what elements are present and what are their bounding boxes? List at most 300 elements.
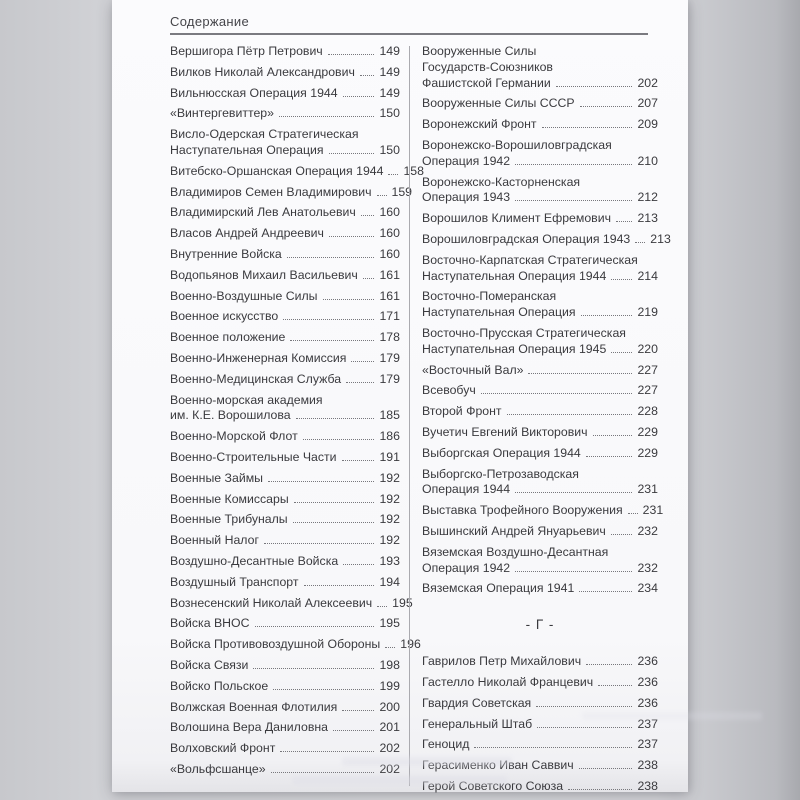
entry-row [422,117,658,133]
entry-title: Владимиров Семен Владимирович [170,184,372,199]
entry-row [170,741,400,757]
entry-title: им. К.Е. Ворошилова [170,408,291,423]
section-header: - Г - [525,617,555,633]
entry-row [170,86,400,102]
toc-entry [422,503,664,519]
entry-row [170,330,400,346]
entry-title: Операция 1943 [422,190,511,205]
entry-title: Военные Займы [170,470,263,485]
entry-title: Геноцид [422,737,470,752]
entry-row [170,658,400,674]
entry-row [422,581,658,597]
dotted-leader [556,86,633,87]
entry-row [422,446,658,462]
entry-row [170,184,413,201]
dotted-leader [279,116,374,117]
page-bleed-through [582,712,762,720]
dotted-leader [294,502,375,503]
entry-page-number: 237 [637,737,658,752]
entry-row [170,429,400,445]
page-bleed-through [292,776,507,785]
toc-entry [170,106,400,122]
entry-row [422,482,658,498]
entry-title: «Вольфсшанце» [170,761,266,776]
dotted-leader [611,352,632,353]
entry-row [422,305,658,321]
toc-entry [170,595,413,612]
entry-row [170,268,400,284]
toc-entry [422,737,658,753]
entry-row [170,575,400,591]
entry-page-number: 192 [379,470,400,485]
entry-title: Вершигора Пётр Петрович [170,44,323,58]
entry-page-number: 160 [379,205,400,220]
entry-title: «Винтергевиттер» [170,106,274,121]
dotted-leader [388,174,398,175]
toc-entry [422,253,658,285]
entry-row [170,471,400,487]
entry-row [170,637,421,653]
entry-page-number: 236 [637,654,658,669]
entry-title: Воздушно-Десантные Войска [170,553,339,568]
entry-page-number: 192 [379,512,400,527]
entry-page-number: 238 [637,778,658,793]
entry-title: Водопьянов Михаил Васильевич [170,267,358,282]
entry-title: Витебско-Оршанская Операция 1944 [170,163,384,178]
entry-page-number: 200 [379,699,400,714]
entry-row [170,492,400,508]
dotted-leader [579,591,632,592]
entry-title: Гастелло Николай Францевич [422,674,594,689]
entry-row [422,561,658,577]
entry-page-number: 231 [642,503,664,518]
entry-row [422,211,658,227]
entry-title-line: Воронежско-Ворошиловградская [422,137,612,152]
entry-page-number: 219 [637,305,658,320]
entry-page-number: 202 [379,741,400,756]
entry-row [422,404,658,420]
entry-page-number: 161 [379,267,400,282]
dotted-leader [377,195,387,196]
dotted-leader [363,278,375,279]
entry-title: Выставка Трофейного Вооружения [422,503,623,518]
toc-entry [170,65,400,81]
entry-row [170,554,400,570]
entry-title: Операция 1942 [422,153,511,168]
entry-row [422,342,658,358]
toc-entry [422,138,658,170]
entry-row [170,65,400,81]
entry-page-number: 227 [637,362,658,377]
dotted-leader [635,242,645,243]
entry-page-number: 201 [379,720,400,735]
dotted-leader [586,456,633,457]
entry-title: Войско Польское [170,678,269,693]
toc-entry [422,383,658,399]
entry-title: Волошина Вера Даниловна [170,720,328,735]
entry-title: Вознесенский Николай Алексеевич [170,595,373,610]
entry-page-number: 210 [637,153,658,168]
entry-title: «Восточный Вал» [422,362,524,377]
dotted-leader [351,361,374,362]
toc-entry [422,467,658,499]
entry-title-line: Восточно-Померанская [422,289,557,304]
dotted-leader [628,513,638,514]
dotted-leader [304,585,375,586]
entry-page-number: 194 [379,574,400,589]
book-page [112,0,688,792]
entry-title-line: Восточно-Карпатская Стратегическая [422,252,638,267]
toc-entry [170,268,400,284]
dotted-leader [580,106,633,107]
dotted-leader [568,789,632,790]
entry-page-number: 179 [379,371,400,386]
toc-column-left [170,44,424,800]
dotted-leader [474,747,632,748]
entry-row [422,96,658,112]
dotted-leader [361,215,375,216]
entry-title: Фашистской Германии [422,75,551,90]
entry-page-number: 195 [392,595,413,610]
entry-row [422,696,658,712]
entry-page-number: 212 [637,190,658,205]
toc-entry [170,86,400,102]
dotted-leader [329,236,375,237]
toc-entry [170,205,400,221]
entry-title: Генеральный Штаб [422,716,533,731]
entry-title: Военное положение [170,330,286,345]
entry-row [422,503,664,519]
dotted-leader [343,96,375,97]
entry-title: Наступательная Операция 1945 [422,341,607,356]
toc-entry [422,404,658,420]
entry-row [170,44,400,60]
entry-title: Герасименко Иван Саввич [422,758,574,773]
toc-entry [422,117,658,133]
dotted-leader [598,685,632,686]
entry-page-number: 236 [637,674,658,689]
entry-page-number: 150 [379,142,400,157]
entry-row [170,595,413,612]
toc-entry [422,425,658,441]
entry-title: Вильнюсская Операция 1944 [170,85,338,100]
entry-title: Военное искусство [170,309,279,324]
entry-title: Внутренние Войска [170,246,282,261]
toc-entry [422,326,658,358]
entry-title-line: Выборгско-Петрозаводская [422,466,579,481]
entry-page-number: 237 [637,716,658,731]
toc-entry [170,533,400,549]
entry-page-number: 179 [379,350,400,365]
entry-row [170,450,400,466]
entry-page-number: 229 [637,424,658,439]
entry-title: Вилков Николай Александрович [170,64,355,79]
entry-title: Войска ВНОС [170,616,250,631]
toc-entry [170,184,413,201]
dotted-leader [290,340,374,341]
entry-row [422,524,658,540]
dotted-leader [611,534,633,535]
dotted-leader [342,460,375,461]
dotted-leader [611,279,632,280]
entry-page-number: 185 [379,408,400,423]
dotted-leader [280,751,374,752]
entry-title: Воронежский Фронт [422,117,537,132]
entry-title: Наступательная Операция 1944 [422,268,607,283]
entry-row [170,143,400,159]
entry-row [422,425,658,441]
toc-entry [170,372,400,388]
entry-page-number: 149 [379,64,400,79]
toc-entry [170,226,400,242]
dotted-leader [360,75,375,76]
toc-entry [422,675,658,691]
toc-entry [422,581,658,597]
entry-row [170,616,400,632]
header-rule [170,33,648,35]
entry-row [422,154,658,170]
toc-entry [422,654,658,670]
entry-row [422,737,658,753]
entry-title: Гвардия Советская [422,695,532,710]
entry-page-number: 214 [637,268,658,283]
dotted-leader [586,664,632,665]
toc-entry [170,163,424,180]
toc-entry [422,96,658,112]
dotted-leader [343,564,374,565]
entry-page-number: 178 [379,330,400,345]
entry-title: Операция 1944 [422,482,511,497]
entry-page-number: 238 [637,758,658,773]
entry-row [170,512,400,528]
toc-entry [422,175,658,207]
entry-row [422,383,658,399]
entry-page-number: 186 [379,429,400,444]
dotted-leader [328,54,375,55]
entry-page-number: 192 [379,491,400,506]
entry-page-number: 213 [637,211,658,226]
entry-title-line: Вяземская Воздушно-Десантная [422,544,609,559]
toc-entry [170,575,400,591]
toc-entry [422,696,658,712]
toc-entry [170,289,400,305]
dotted-leader [515,492,632,493]
entry-title: Волховский Фронт [170,741,276,756]
entry-row [170,247,400,263]
dotted-leader [303,439,375,440]
toc-entry [170,44,400,60]
entry-page-number: 227 [637,383,658,398]
entry-title: Владимирский Лев Анатольевич [170,205,356,220]
dotted-leader [273,689,374,690]
entry-page-number: 191 [379,449,400,464]
dotted-leader [536,706,632,707]
entry-page-number: 193 [379,553,400,568]
entry-title-line: Воронежско-Касторненская [422,174,581,189]
dotted-leader [293,522,375,523]
dotted-leader [342,710,374,711]
entry-title: Всевобуч [422,383,476,398]
entry-title: Вучетич Евгений Викторович [422,424,588,439]
entry-page-number: 149 [379,85,400,100]
toc-entry [170,351,400,367]
toc-entry [170,616,400,632]
page-title: Содержание [170,14,249,29]
toc-entry [170,637,421,653]
entry-title-line: Восточно-Прусская Стратегическая [422,325,626,340]
entry-page-number: 192 [379,533,400,548]
entry-title: Второй Фронт [422,404,502,419]
dotted-leader [593,435,633,436]
entry-title: Вышинский Андрей Януарьевич [422,523,606,538]
entry-title: Герой Советского Союза [422,778,564,793]
toc-entry [170,471,400,487]
dotted-leader [528,373,632,374]
toc-columns [170,44,671,800]
entry-page-number: 160 [379,246,400,261]
toc-column-right [422,44,671,800]
toc-entry [170,127,400,159]
toc-entry [422,289,658,321]
entry-title: Военные Трибуналы [170,512,288,527]
toc-entry [170,679,400,695]
entry-row [422,231,671,248]
dotted-leader [481,393,633,394]
dotted-leader [287,257,375,258]
entry-page-number: 198 [379,657,400,672]
dotted-leader [296,418,375,419]
entry-row [422,654,658,670]
entry-title: Выборгская Операция 1944 [422,445,581,460]
page-bleed-through [342,757,512,766]
entry-page-number: 202 [379,761,400,776]
entry-page-number: 161 [379,288,400,303]
entry-row [422,269,658,285]
dotted-leader [264,543,375,544]
entry-page-number: 159 [391,184,413,199]
entry-row [422,190,658,206]
entry-title: Воздушный Транспорт [170,574,299,589]
entry-row [170,309,400,325]
entry-title: Военный Налог [170,533,259,548]
entry-row [170,679,400,695]
dotted-leader [507,414,633,415]
entry-title: Гаврилов Петр Михайлович [422,654,582,669]
dotted-leader [253,668,374,669]
entry-row [170,106,400,122]
entry-page-number: 196 [400,637,421,652]
entry-page-number: 150 [379,106,400,121]
entry-page-number: 207 [637,96,658,111]
dotted-leader [323,299,375,300]
entry-row [170,289,400,305]
entry-row [422,76,658,92]
entry-row [170,351,400,367]
dotted-leader [515,571,632,572]
toc-entry [170,429,400,445]
toc-entry [170,658,400,674]
entry-page-number: 229 [637,445,658,460]
toc-entry [170,700,400,716]
toc-entry [422,363,658,379]
entry-title: Военно-Морской Флот [170,429,298,444]
entry-title: Волжская Военная Флотилия [170,699,338,714]
entry-title: Власов Андрей Андреевич [170,226,324,241]
entry-page-number: 149 [379,44,400,58]
entry-page-number: 171 [379,309,400,324]
entry-row [170,408,400,424]
entry-title: Наступательная Операция [422,305,576,320]
entry-title: Операция 1942 [422,560,511,575]
entry-page-number: 236 [637,695,658,710]
dotted-leader [385,647,395,648]
toc-entry [170,492,400,508]
entry-page-number: 232 [637,523,658,538]
dotted-leader [542,127,633,128]
toc-entry [422,524,658,540]
toc-entry [170,309,400,325]
entry-title: Военные Комиссары [170,491,289,506]
column-divider [409,46,410,786]
dotted-leader [255,626,375,627]
entry-title: Военно-Строительные Части [170,449,337,464]
dotted-leader [268,481,374,482]
dotted-leader [581,315,633,316]
entry-title: Ворошиловградская Операция 1943 [422,231,631,246]
entry-page-number: 160 [379,226,400,241]
toc-entry [422,545,658,577]
entry-title: Войска Противовоздушной Обороны [170,637,381,652]
entry-row [170,720,400,736]
toc-entry [170,512,400,528]
dotted-leader [346,382,374,383]
dotted-leader [515,164,632,165]
entry-title-line: Вооруженные Силы [422,44,537,58]
dotted-leader [537,727,632,728]
entry-page-number: 213 [650,231,671,246]
toc-entry [422,231,671,248]
entry-title: Вяземская Операция 1941 [422,581,575,596]
toc-entry [422,446,658,462]
entry-title: Ворошилов Климент Ефремович [422,211,611,226]
entry-row [170,226,400,242]
dotted-leader [333,730,374,731]
entry-title-line: Государств-Союзников [422,59,553,74]
entry-title: Наступательная Операция [170,142,324,157]
toc-entry [170,330,400,346]
dotted-leader [515,200,632,201]
entry-title: Военно-Инженерная Комиссия [170,350,347,365]
entry-page-number: 228 [637,404,658,419]
dotted-leader [377,606,387,607]
entry-row [170,163,424,180]
entry-row [170,533,400,549]
entry-row [170,205,400,221]
entry-page-number: 158 [403,163,424,178]
entry-page-number: 234 [637,581,658,596]
entry-title-line: Висло-Одерская Стратегическая [170,127,359,142]
toc-entry [170,554,400,570]
entry-page-number: 202 [637,75,658,90]
toc-entry [170,393,400,425]
toc-entry [170,450,400,466]
entry-title: Военно-Воздушные Силы [170,288,318,303]
entry-title: Вооруженные Силы СССР [422,96,575,111]
dotted-leader [616,221,632,222]
toc-entry [170,720,400,736]
toc-entry [422,211,658,227]
dotted-leader [329,153,375,154]
